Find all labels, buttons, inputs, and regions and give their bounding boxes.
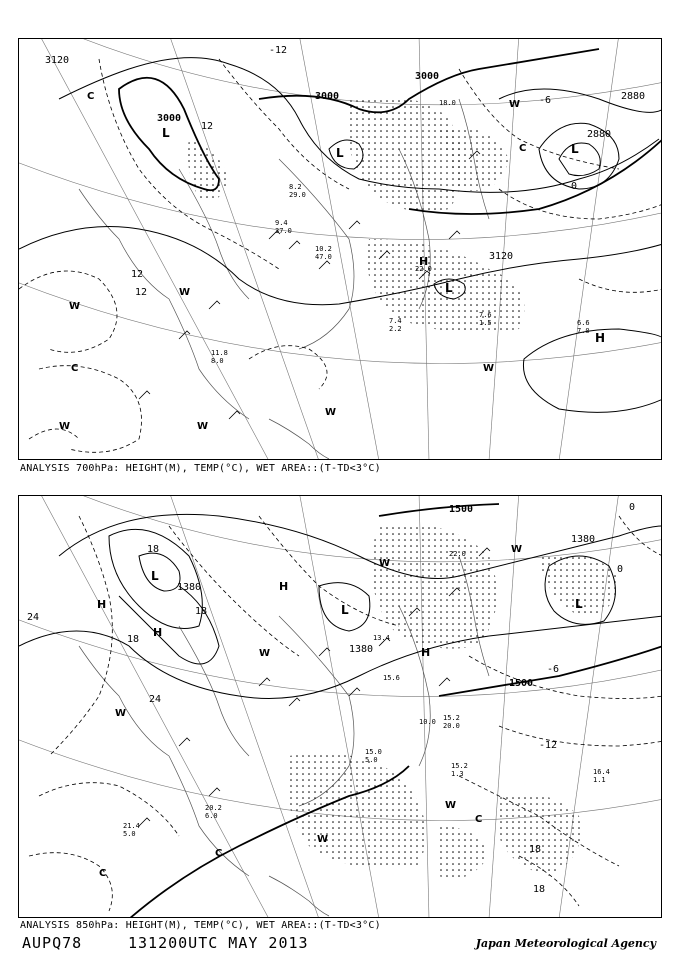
warm-region-symbol: W [179,287,191,298]
warm-region-symbol: W [69,301,81,312]
low-pressure-symbol: L [575,597,583,611]
isotherm-label: 18 [147,544,160,555]
station-dewpoint-depression: 6.0 [205,812,218,820]
contour-label: 2880 [587,129,612,140]
station-temp: 16.4 [593,768,610,776]
isotherm-label: -6 [547,664,560,675]
station-dewpoint-depression: 7.0 [577,327,590,335]
warm-region-symbol: W [325,407,337,418]
warm-region-symbol: W [445,800,457,811]
contour-label: 2880 [621,91,646,102]
warm-region-symbol: W [197,421,209,432]
low-pressure-symbol: L [162,126,170,140]
station-dewpoint-depression: 47.0 [315,253,332,261]
station-dewpoint-depression: 2.2 [389,325,402,333]
cold-region-symbol: C [71,363,79,374]
map-panel-700hpa [18,38,662,460]
warm-region-symbol: W [317,834,329,845]
cold-region-symbol: C [87,91,95,102]
high-pressure-symbol: H [595,331,606,345]
station-temp: 6.6 [577,319,590,327]
isotherm-label: 18 [533,884,546,895]
station-temp: 11.8 [211,349,228,357]
isotherm-label: -12 [539,740,558,751]
isotherm-label: 0 [629,502,636,513]
contour-label: 1380 [571,534,596,545]
station-temp: 15.6 [383,674,400,682]
station-temp: 15.2 [451,762,468,770]
station-temp: 10.2 [315,245,332,253]
station-temp: 7.4 [389,317,402,325]
cold-region-symbol: C [519,143,527,154]
isotherm-label: 0 [617,564,624,575]
warm-region-symbol: W [511,544,523,555]
station-dewpoint-depression: 29.0 [289,191,306,199]
contour-label: 3000 [315,91,340,102]
isotherm-label: 18 [195,606,208,617]
low-pressure-symbol: L [336,146,344,160]
valid-time: 131200UTC MAY 2013 [128,934,309,952]
contour-label: 1380 [177,582,202,593]
contour-label: 3000 [157,113,182,124]
contour-label: 3000 [415,71,440,82]
isotherm-label: 0 [571,181,578,192]
agency-credit: Japan Meteorological Agency [475,937,656,950]
cold-region-symbol: C [475,814,483,825]
station-dewpoint-depression: 10.0 [419,718,436,726]
isotherm-label: 18 [127,634,140,645]
warm-region-symbol: W [259,648,271,659]
warm-region-symbol: W [115,708,127,719]
station-temp: 15.2 [443,714,460,722]
panel-700-caption: ANALYSIS 700hPa: HEIGHT(M), TEMP(°C), WET AREA::(T-TD<3°C) [20,463,381,474]
low-pressure-symbol: L [571,142,579,156]
station-dewpoint-depression: 22.0 [449,550,466,558]
warm-region-symbol: W [379,558,391,569]
warm-region-symbol: W [483,363,495,374]
high-pressure-symbol: H [419,255,429,268]
map-700hpa-svg [19,39,662,460]
high-pressure-symbol: H [421,646,431,659]
contour-label: 1380 [349,644,374,655]
station-temp: 9.4 [275,219,288,227]
chart-code: AUPQ78 [22,934,83,952]
low-pressure-symbol: L [445,281,453,295]
contour-label: 3120 [45,55,70,66]
station-dewpoint-depression: 1.3 [451,770,464,778]
station-dewpoint-depression: 20.0 [443,722,460,730]
map-panel-850hpa [18,495,662,918]
station-dewpoint-depression: 8.0 [211,357,224,365]
warm-region-symbol: W [59,421,71,432]
high-pressure-symbol: H [97,598,107,611]
cold-region-symbol: C [215,848,223,859]
station-dewpoint-depression: 22.0 [415,265,432,273]
panel-850-caption: ANALYSIS 850hPa: HEIGHT(M), TEMP(°C), WET AREA::(T-TD<3°C) [20,920,381,931]
cold-region-symbol: C [99,868,107,879]
contour-label: 1500 [509,678,534,689]
isotherm-label: -12 [269,45,288,56]
isotherm-label: 18 [529,844,542,855]
station-temp: 18.0 [439,99,456,107]
station-dewpoint-depression: 1.5 [479,319,492,327]
contour-label: 3120 [489,251,514,262]
station-dewpoint-depression: 1.1 [593,776,606,784]
station-temp: 13.4 [373,634,390,642]
map-850hpa-svg [19,496,662,918]
isotherm-label: 12 [201,121,214,132]
station-temp: 8.2 [289,183,302,191]
isotherm-label: -6 [539,95,552,106]
high-pressure-symbol: H [279,580,289,593]
isotherm-label: 12 [131,269,144,280]
station-temp: 21.4 [123,822,140,830]
station-dewpoint-depression: 37.0 [275,227,292,235]
isotherm-label: 24 [149,694,162,705]
contour-label: 1500 [449,504,474,515]
isotherm-label: 12 [135,287,148,298]
warm-region-symbol: W [509,99,521,110]
station-dewpoint-depression: 5.0 [365,756,378,764]
station-temp: 15.0 [365,748,382,756]
high-pressure-symbol: H [153,626,163,639]
isotherm-label: 24 [27,612,40,623]
station-temp: 20.2 [205,804,222,812]
height-contours [19,49,662,412]
low-pressure-symbol: L [151,569,159,583]
low-pressure-symbol: L [341,603,349,617]
station-dewpoint-depression: 5.0 [123,830,136,838]
station-temp: 7.6 [479,311,492,319]
